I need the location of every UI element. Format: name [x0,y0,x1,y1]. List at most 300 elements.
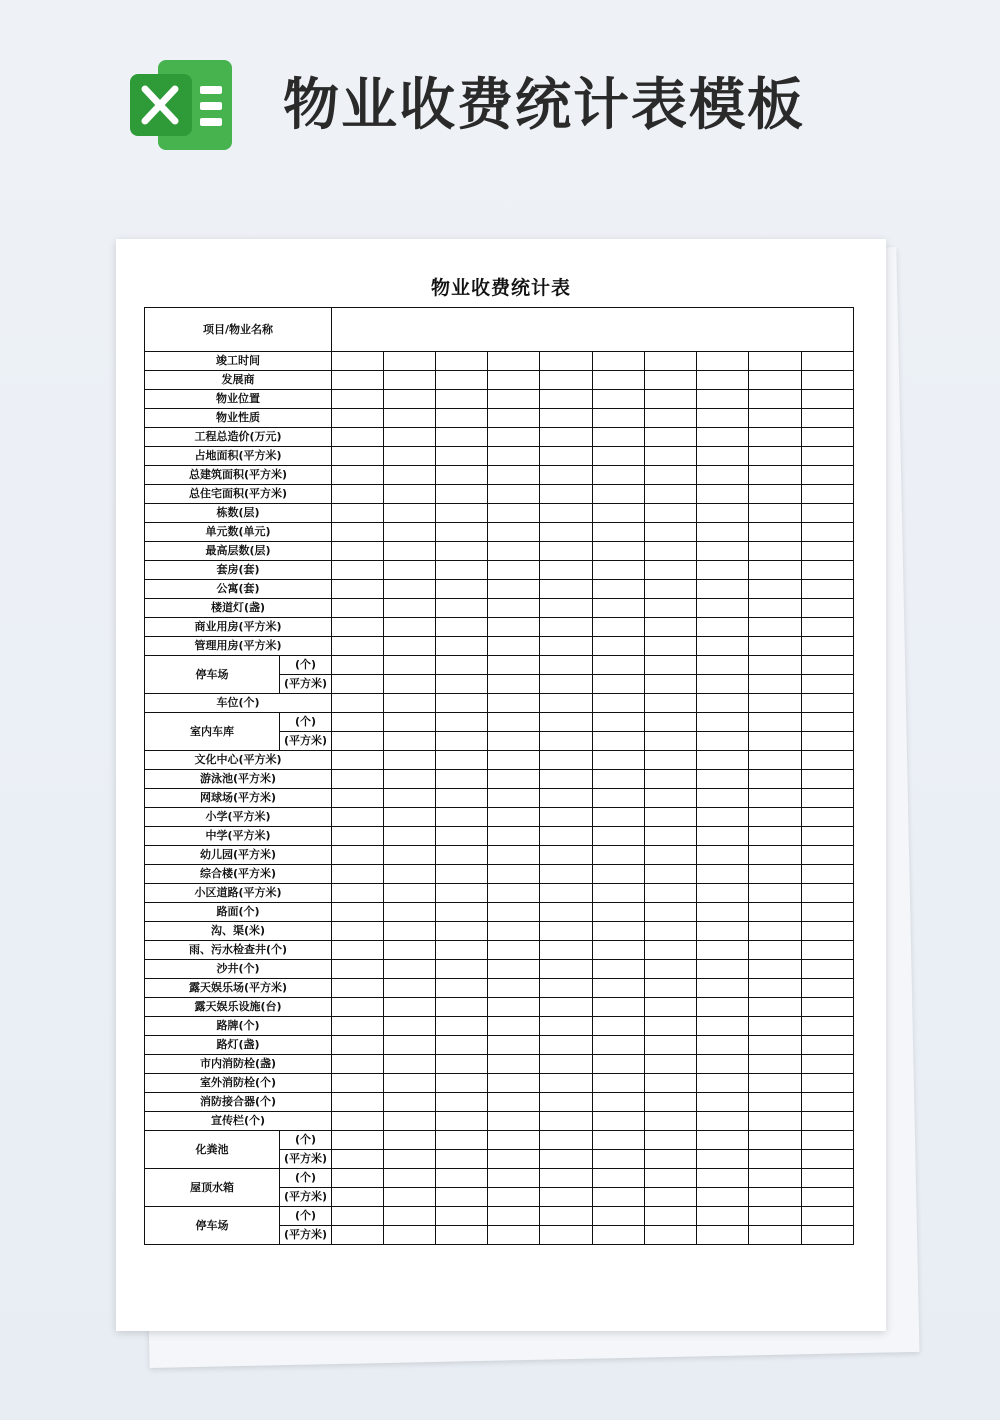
data-cell[interactable] [384,561,436,580]
data-cell[interactable] [645,713,697,732]
data-cell[interactable] [384,428,436,447]
data-cell[interactable] [540,1112,593,1131]
data-cell[interactable] [645,409,697,428]
data-cell[interactable] [697,504,749,523]
data-cell[interactable] [384,371,436,390]
data-cell[interactable] [593,922,645,941]
data-cell[interactable] [332,656,384,675]
data-cell[interactable] [749,979,802,998]
data-cell[interactable] [593,789,645,808]
data-cell[interactable] [593,865,645,884]
data-cell[interactable] [645,504,697,523]
data-cell[interactable] [488,884,540,903]
data-cell[interactable] [697,713,749,732]
data-cell[interactable] [697,1055,749,1074]
data-cell[interactable] [332,1207,384,1226]
data-cell[interactable] [645,694,697,713]
data-cell[interactable] [488,1017,540,1036]
data-cell[interactable] [540,1207,593,1226]
data-cell[interactable] [749,352,802,371]
data-cell[interactable] [488,1112,540,1131]
data-cell[interactable] [332,960,384,979]
data-cell[interactable] [332,580,384,599]
data-cell[interactable] [697,789,749,808]
data-cell[interactable] [332,390,384,409]
data-cell[interactable] [697,979,749,998]
data-cell[interactable] [749,561,802,580]
data-cell[interactable] [384,656,436,675]
data-cell[interactable] [332,523,384,542]
data-cell[interactable] [540,903,593,922]
data-cell[interactable] [540,865,593,884]
data-cell[interactable] [436,1226,488,1245]
data-cell[interactable] [384,865,436,884]
data-cell[interactable] [749,922,802,941]
data-cell[interactable] [645,1150,697,1169]
data-cell[interactable] [384,1055,436,1074]
data-cell[interactable] [645,390,697,409]
data-cell[interactable] [697,1036,749,1055]
data-cell[interactable] [436,732,488,751]
data-cell[interactable] [593,390,645,409]
data-cell[interactable] [488,561,540,580]
data-cell[interactable] [593,447,645,466]
data-cell[interactable] [802,751,854,770]
data-cell[interactable] [540,922,593,941]
data-cell[interactable] [436,751,488,770]
data-cell[interactable] [384,390,436,409]
data-cell[interactable] [645,352,697,371]
data-cell[interactable] [436,884,488,903]
data-cell[interactable] [645,637,697,656]
data-cell[interactable] [645,1131,697,1150]
data-cell[interactable] [593,998,645,1017]
data-cell[interactable] [488,390,540,409]
data-cell[interactable] [436,466,488,485]
data-cell[interactable] [488,751,540,770]
data-cell[interactable] [436,637,488,656]
data-cell[interactable] [332,428,384,447]
data-cell[interactable] [540,523,593,542]
data-cell[interactable] [540,751,593,770]
data-cell[interactable] [802,979,854,998]
data-cell[interactable] [332,884,384,903]
data-cell[interactable] [384,523,436,542]
data-cell[interactable] [749,884,802,903]
data-cell[interactable] [697,1017,749,1036]
data-cell[interactable] [697,1188,749,1207]
data-cell[interactable] [540,1074,593,1093]
data-cell[interactable] [436,599,488,618]
data-cell[interactable] [436,656,488,675]
data-cell[interactable] [749,941,802,960]
data-cell[interactable] [488,637,540,656]
data-cell[interactable] [540,466,593,485]
data-cell[interactable] [332,352,384,371]
data-cell[interactable] [593,371,645,390]
data-cell[interactable] [384,694,436,713]
data-cell[interactable] [697,637,749,656]
data-cell[interactable] [488,466,540,485]
data-cell[interactable] [749,694,802,713]
data-cell[interactable] [802,1055,854,1074]
data-cell[interactable] [540,1093,593,1112]
data-cell[interactable] [332,1017,384,1036]
data-cell[interactable] [802,656,854,675]
data-cell[interactable] [384,960,436,979]
data-cell[interactable] [697,618,749,637]
data-cell[interactable] [645,732,697,751]
data-cell[interactable] [488,1131,540,1150]
data-cell[interactable] [436,1112,488,1131]
data-cell[interactable] [593,846,645,865]
data-cell[interactable] [697,409,749,428]
data-cell[interactable] [436,846,488,865]
data-cell[interactable] [436,523,488,542]
data-cell[interactable] [436,1017,488,1036]
data-cell[interactable] [540,979,593,998]
data-cell[interactable] [593,428,645,447]
data-cell[interactable] [384,751,436,770]
data-cell[interactable] [593,485,645,504]
data-cell[interactable] [436,409,488,428]
data-cell[interactable] [488,618,540,637]
data-cell[interactable] [332,713,384,732]
data-cell[interactable] [384,1188,436,1207]
data-cell[interactable] [332,675,384,694]
data-cell[interactable] [436,865,488,884]
data-cell[interactable] [802,732,854,751]
data-cell[interactable] [697,542,749,561]
data-cell[interactable] [540,1017,593,1036]
data-cell[interactable] [488,808,540,827]
data-cell[interactable] [436,447,488,466]
data-cell[interactable] [593,599,645,618]
data-cell[interactable] [802,542,854,561]
data-cell[interactable] [749,1074,802,1093]
data-cell[interactable] [802,371,854,390]
data-cell[interactable] [645,751,697,770]
data-cell[interactable] [540,485,593,504]
data-cell[interactable] [436,371,488,390]
data-cell[interactable] [749,808,802,827]
data-cell[interactable] [749,960,802,979]
data-cell[interactable] [384,599,436,618]
data-cell[interactable] [540,542,593,561]
data-cell[interactable] [332,1169,384,1188]
data-cell[interactable] [802,618,854,637]
data-cell[interactable] [645,1055,697,1074]
data-cell[interactable] [436,1188,488,1207]
data-cell[interactable] [332,998,384,1017]
data-cell[interactable] [802,599,854,618]
data-cell[interactable] [697,846,749,865]
data-cell[interactable] [384,1093,436,1112]
data-cell[interactable] [697,941,749,960]
data-cell[interactable] [645,941,697,960]
data-cell[interactable] [697,1169,749,1188]
data-cell[interactable] [436,1207,488,1226]
data-cell[interactable] [749,447,802,466]
data-cell[interactable] [645,1036,697,1055]
data-cell[interactable] [488,542,540,561]
data-cell[interactable] [384,1112,436,1131]
data-cell[interactable] [802,865,854,884]
data-cell[interactable] [593,1169,645,1188]
data-cell[interactable] [436,922,488,941]
data-cell[interactable] [749,504,802,523]
data-cell[interactable] [540,713,593,732]
data-cell[interactable] [645,599,697,618]
data-cell[interactable] [697,656,749,675]
data-cell[interactable] [749,1112,802,1131]
data-cell[interactable] [436,979,488,998]
data-cell[interactable] [332,1036,384,1055]
data-cell[interactable] [488,846,540,865]
data-cell[interactable] [593,618,645,637]
data-cell[interactable] [645,561,697,580]
data-cell[interactable] [436,1169,488,1188]
data-cell[interactable] [593,580,645,599]
data-cell[interactable] [436,1093,488,1112]
data-cell[interactable] [802,1188,854,1207]
data-cell[interactable] [488,789,540,808]
data-cell[interactable] [802,808,854,827]
data-cell[interactable] [384,789,436,808]
data-cell[interactable] [802,390,854,409]
data-cell[interactable] [436,1074,488,1093]
data-cell[interactable] [384,998,436,1017]
data-cell[interactable] [749,732,802,751]
data-cell[interactable] [593,770,645,789]
data-cell[interactable] [593,1112,645,1131]
data-cell[interactable] [697,694,749,713]
data-cell[interactable] [697,1150,749,1169]
data-cell[interactable] [697,523,749,542]
data-cell[interactable] [488,485,540,504]
data-cell[interactable] [488,656,540,675]
data-cell[interactable] [488,998,540,1017]
data-cell[interactable] [697,580,749,599]
data-cell[interactable] [332,1188,384,1207]
data-cell[interactable] [593,1131,645,1150]
data-cell[interactable] [593,1055,645,1074]
data-cell[interactable] [749,1055,802,1074]
data-cell[interactable] [802,504,854,523]
data-cell[interactable] [645,827,697,846]
data-cell[interactable] [645,523,697,542]
data-cell[interactable] [749,409,802,428]
data-cell[interactable] [749,1131,802,1150]
data-cell[interactable] [802,998,854,1017]
data-cell[interactable] [332,827,384,846]
data-cell[interactable] [697,1093,749,1112]
data-cell[interactable] [436,675,488,694]
data-cell[interactable] [749,466,802,485]
data-cell[interactable] [540,371,593,390]
data-cell[interactable] [802,770,854,789]
data-cell[interactable] [540,637,593,656]
data-cell[interactable] [749,675,802,694]
data-cell[interactable] [488,713,540,732]
data-cell[interactable] [384,637,436,656]
data-cell[interactable] [645,542,697,561]
data-cell[interactable] [802,352,854,371]
data-cell[interactable] [749,1036,802,1055]
data-cell[interactable] [488,979,540,998]
data-cell[interactable] [749,390,802,409]
data-cell[interactable] [802,789,854,808]
data-cell[interactable] [593,941,645,960]
data-cell[interactable] [593,827,645,846]
data-cell[interactable] [384,409,436,428]
data-cell[interactable] [332,409,384,428]
data-cell[interactable] [697,599,749,618]
property-name-cell[interactable] [332,308,854,352]
data-cell[interactable] [540,409,593,428]
data-cell[interactable] [384,884,436,903]
data-cell[interactable] [749,580,802,599]
data-cell[interactable] [540,789,593,808]
data-cell[interactable] [384,1169,436,1188]
data-cell[interactable] [540,770,593,789]
data-cell[interactable] [645,485,697,504]
data-cell[interactable] [332,694,384,713]
data-cell[interactable] [749,751,802,770]
data-cell[interactable] [332,447,384,466]
data-cell[interactable] [488,941,540,960]
data-cell[interactable] [436,941,488,960]
data-cell[interactable] [697,352,749,371]
data-cell[interactable] [697,808,749,827]
data-cell[interactable] [593,523,645,542]
data-cell[interactable] [749,770,802,789]
data-cell[interactable] [436,770,488,789]
data-cell[interactable] [384,618,436,637]
data-cell[interactable] [488,409,540,428]
data-cell[interactable] [593,694,645,713]
data-cell[interactable] [332,1055,384,1074]
data-cell[interactable] [802,1150,854,1169]
data-cell[interactable] [749,846,802,865]
data-cell[interactable] [540,656,593,675]
data-cell[interactable] [436,542,488,561]
data-cell[interactable] [802,561,854,580]
data-cell[interactable] [488,1226,540,1245]
data-cell[interactable] [540,941,593,960]
data-cell[interactable] [645,447,697,466]
data-cell[interactable] [802,466,854,485]
data-cell[interactable] [593,808,645,827]
data-cell[interactable] [488,922,540,941]
data-cell[interactable] [749,1226,802,1245]
data-cell[interactable] [540,599,593,618]
data-cell[interactable] [488,694,540,713]
data-cell[interactable] [697,865,749,884]
data-cell[interactable] [488,371,540,390]
data-cell[interactable] [332,903,384,922]
data-cell[interactable] [802,1169,854,1188]
data-cell[interactable] [488,1207,540,1226]
data-cell[interactable] [436,960,488,979]
data-cell[interactable] [645,371,697,390]
data-cell[interactable] [697,960,749,979]
data-cell[interactable] [332,1226,384,1245]
data-cell[interactable] [384,903,436,922]
data-cell[interactable] [384,941,436,960]
data-cell[interactable] [697,1207,749,1226]
data-cell[interactable] [488,428,540,447]
data-cell[interactable] [540,675,593,694]
data-cell[interactable] [697,1112,749,1131]
data-cell[interactable] [540,808,593,827]
data-cell[interactable] [384,1226,436,1245]
data-cell[interactable] [697,884,749,903]
data-cell[interactable] [645,1226,697,1245]
data-cell[interactable] [384,504,436,523]
data-cell[interactable] [697,751,749,770]
data-cell[interactable] [436,561,488,580]
data-cell[interactable] [384,1207,436,1226]
data-cell[interactable] [802,922,854,941]
data-cell[interactable] [749,428,802,447]
data-cell[interactable] [384,1074,436,1093]
data-cell[interactable] [645,884,697,903]
data-cell[interactable] [384,675,436,694]
data-cell[interactable] [436,618,488,637]
data-cell[interactable] [540,998,593,1017]
data-cell[interactable] [749,1188,802,1207]
data-cell[interactable] [593,1036,645,1055]
data-cell[interactable] [749,656,802,675]
data-cell[interactable] [488,523,540,542]
data-cell[interactable] [645,1074,697,1093]
data-cell[interactable] [436,485,488,504]
data-cell[interactable] [436,998,488,1017]
data-cell[interactable] [332,1074,384,1093]
data-cell[interactable] [802,1207,854,1226]
data-cell[interactable] [645,1169,697,1188]
data-cell[interactable] [645,466,697,485]
data-cell[interactable] [749,1207,802,1226]
data-cell[interactable] [593,561,645,580]
data-cell[interactable] [645,1017,697,1036]
data-cell[interactable] [697,732,749,751]
data-cell[interactable] [697,447,749,466]
data-cell[interactable] [384,1036,436,1055]
data-cell[interactable] [488,732,540,751]
data-cell[interactable] [645,808,697,827]
data-cell[interactable] [488,352,540,371]
data-cell[interactable] [384,466,436,485]
data-cell[interactable] [540,1226,593,1245]
data-cell[interactable] [540,1055,593,1074]
data-cell[interactable] [540,846,593,865]
data-cell[interactable] [697,428,749,447]
data-cell[interactable] [332,789,384,808]
data-cell[interactable] [802,884,854,903]
data-cell[interactable] [593,1093,645,1112]
data-cell[interactable] [802,523,854,542]
data-cell[interactable] [436,827,488,846]
data-cell[interactable] [593,960,645,979]
data-cell[interactable] [332,732,384,751]
data-cell[interactable] [332,1150,384,1169]
data-cell[interactable] [593,504,645,523]
data-cell[interactable] [749,998,802,1017]
data-cell[interactable] [540,428,593,447]
data-cell[interactable] [332,751,384,770]
